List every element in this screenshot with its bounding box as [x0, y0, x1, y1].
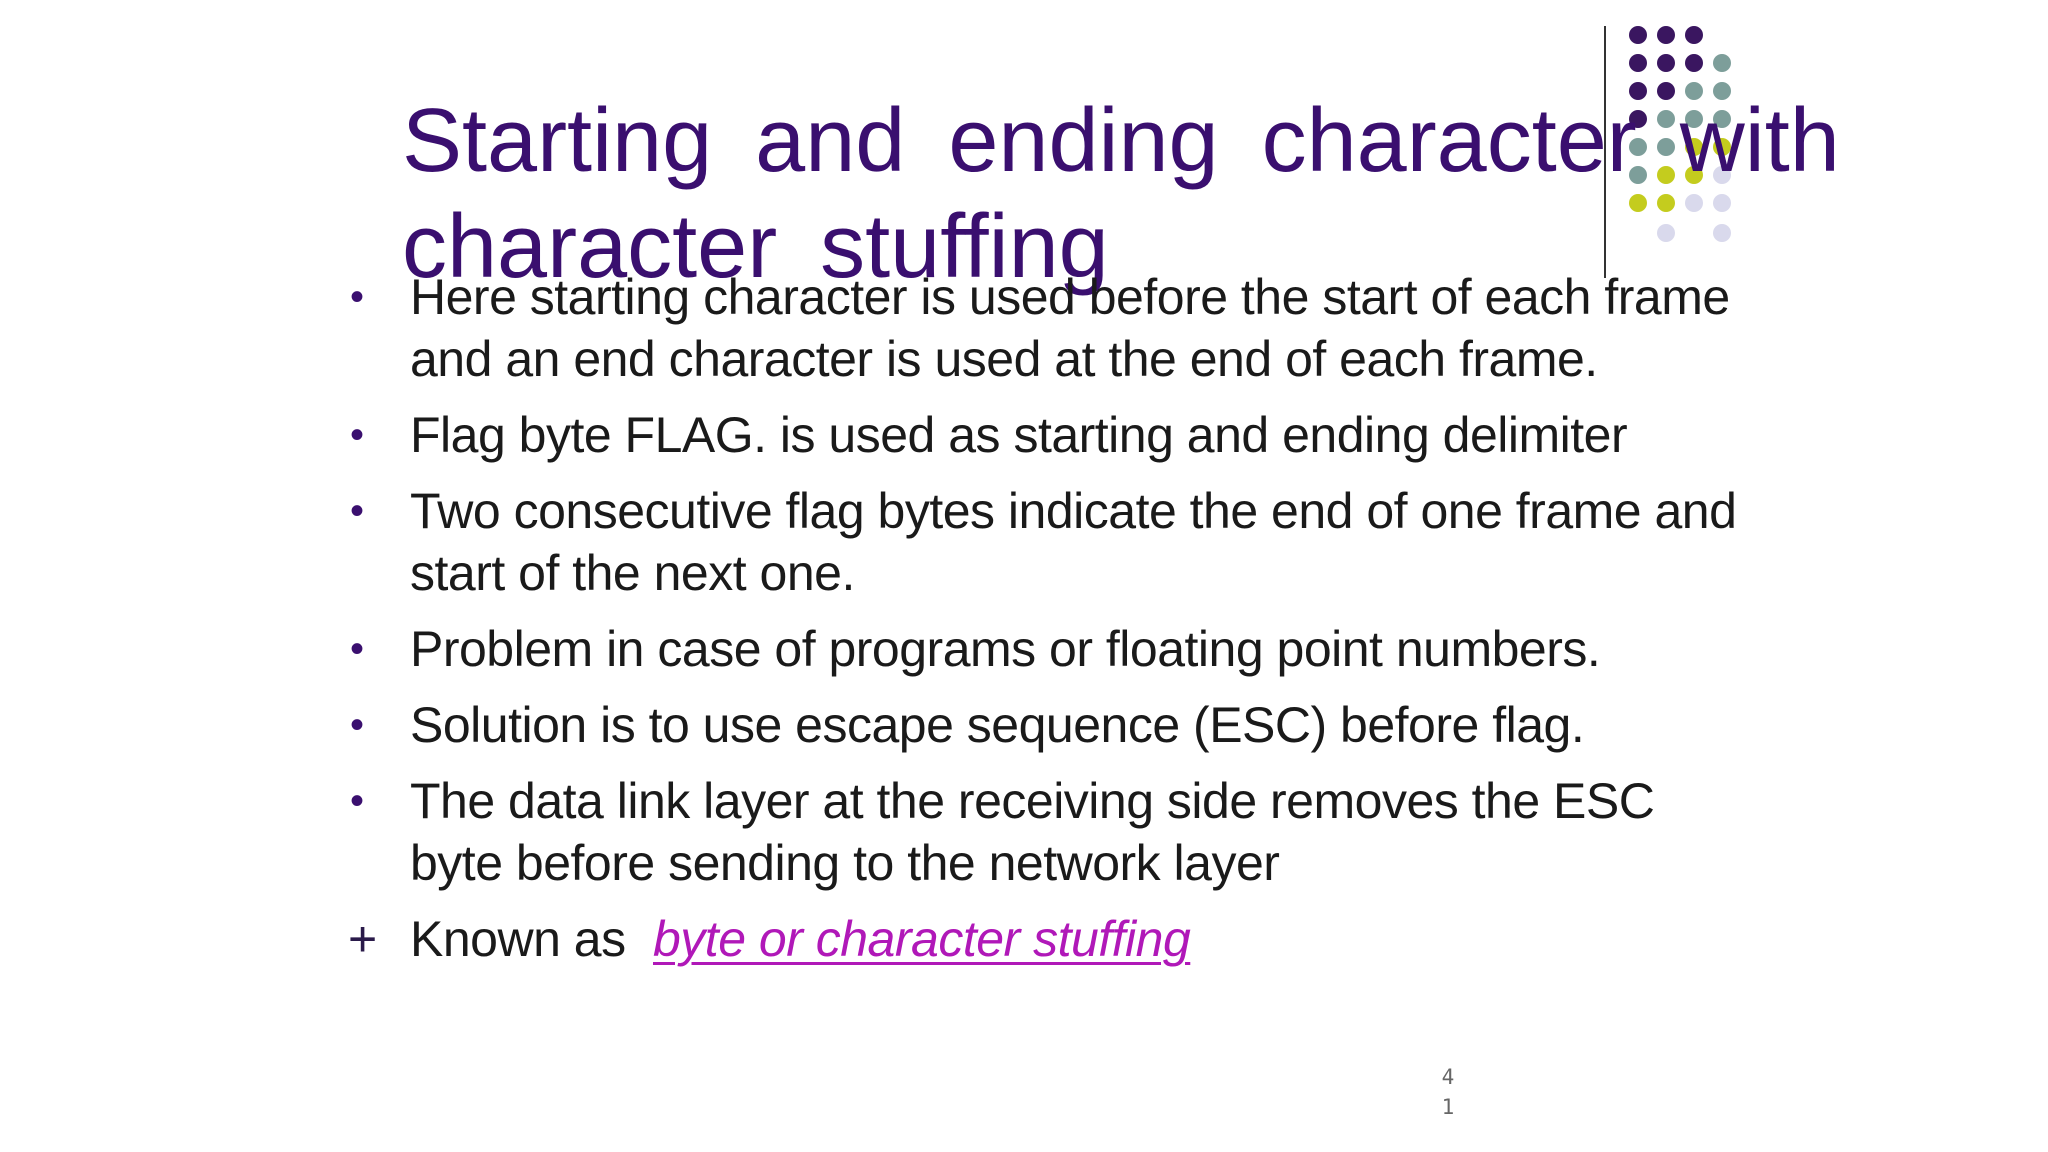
bullet-text: Flag byte FLAG. is used as starting and ending delimiter [410, 407, 1628, 463]
bullet-text: The data link layer at the receiving side removes the ESC byte before sending to the network layer [410, 773, 1655, 891]
bullet-list [340, 266, 1740, 984]
bullet-icon: • [350, 627, 364, 671]
slide-title: Starting and ending character with character stuffing [402, 91, 1840, 297]
byte-stuffing-link[interactable]: byte or character stuffing [653, 911, 1191, 967]
bullet-item [340, 618, 1740, 680]
page-number-line: 4 [1441, 1065, 1455, 1089]
page-number [1438, 1062, 1458, 1122]
bullet-text: Solution is to use escape sequence (ESC) before flag. [410, 697, 1585, 753]
bullet-text: Problem in case of programs or floating point numbers. [410, 621, 1601, 677]
bullet-icon: • [350, 413, 364, 457]
known-as-label: Known as [410, 911, 626, 967]
bullet-item [340, 404, 1740, 466]
plus-icon: + [348, 911, 377, 967]
bullet-item [340, 266, 1740, 390]
bullet-item [340, 480, 1740, 604]
bullet-icon: • [350, 779, 364, 823]
bullet-item-known-as [340, 908, 1740, 970]
bullet-item [340, 694, 1740, 756]
page-number-line: 1 [1441, 1095, 1455, 1119]
bullet-icon: • [350, 703, 364, 747]
bullet-text: Two consecutive flag bytes indicate the end of one frame and start of the next one. [410, 483, 1737, 601]
bullet-icon: • [350, 275, 364, 319]
bullet-text: Here starting character is used before the start of each frame and an end character is used at the end of each frame. [410, 269, 1730, 387]
bullet-item [340, 770, 1740, 894]
bullet-icon: • [350, 489, 364, 533]
